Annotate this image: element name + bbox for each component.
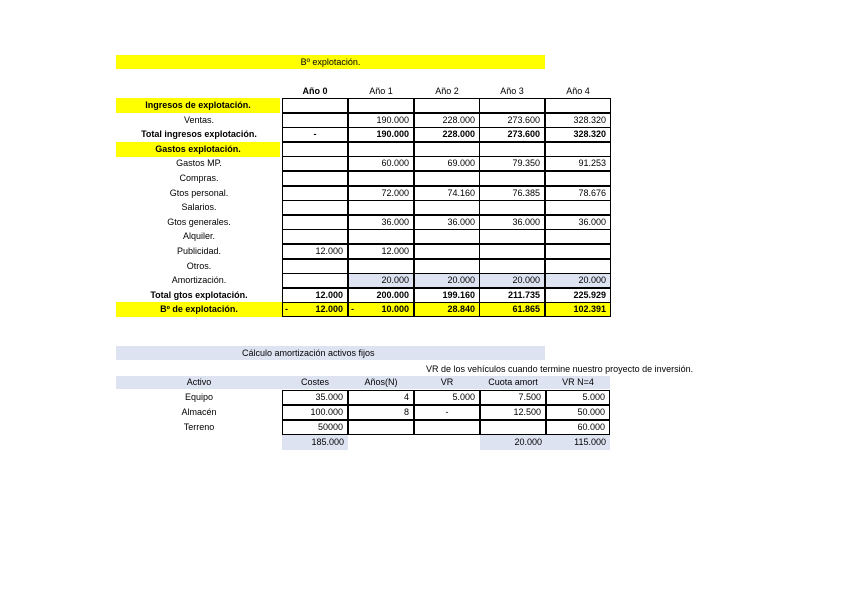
table-cell	[545, 200, 611, 215]
cell-value: 78.676	[578, 188, 606, 198]
cell-value: 190.000	[376, 115, 409, 125]
table-cell	[348, 142, 414, 157]
cell-value: 199.160	[442, 290, 475, 300]
amort-cell: 5.000	[414, 390, 480, 405]
table-cell	[282, 259, 348, 274]
row-label: Gastos explotación.	[116, 142, 280, 157]
table-cell	[414, 244, 480, 259]
table-cell	[479, 273, 545, 288]
year-header: Año 3	[500, 86, 524, 96]
table-cell	[545, 171, 611, 186]
table-cell	[414, 229, 480, 244]
table-cell	[479, 98, 545, 113]
table-cell	[282, 186, 348, 201]
amort-header: Años(N)	[348, 376, 414, 389]
year-header: Año 0	[302, 86, 328, 96]
cell-value: 12.000	[381, 246, 409, 256]
table-cell	[479, 302, 545, 317]
amort-cell: 60.000	[546, 420, 610, 435]
amort-header: Activo	[116, 376, 282, 389]
table-cell	[545, 98, 611, 113]
cell-value: 10.000	[381, 304, 409, 314]
row-label: Ventas.	[183, 115, 215, 125]
cell-value: 28.840	[447, 304, 475, 314]
amort-cell: 50.000	[546, 405, 610, 420]
table-cell	[545, 113, 611, 128]
table-cell	[282, 244, 348, 259]
table-cell	[414, 273, 480, 288]
negative-marker: -	[351, 304, 354, 314]
table-cell	[545, 186, 611, 201]
cell-value: 36.000	[447, 217, 475, 227]
table-cell	[414, 98, 480, 113]
year-header: Año 4	[566, 86, 590, 96]
table-cell	[348, 171, 414, 186]
table-cell	[545, 244, 611, 259]
table-cell	[545, 215, 611, 230]
cell-value: 72.000	[381, 188, 409, 198]
table-cell	[545, 127, 611, 142]
table-cell	[282, 113, 348, 128]
row-label: Compras.	[179, 173, 219, 183]
cell-value: 76.385	[512, 188, 540, 198]
cell-value: 20.000	[512, 275, 540, 285]
table-cell	[348, 113, 414, 128]
table-cell	[282, 215, 348, 230]
row-label: Otros.	[186, 261, 212, 271]
table-cell	[479, 215, 545, 230]
table-cell	[348, 127, 414, 142]
cell-value: 12.000	[315, 246, 343, 256]
row-label: Gtos generales.	[167, 217, 231, 227]
table-cell	[414, 288, 480, 303]
amort-header: Cuota amort	[480, 376, 546, 389]
table-cell	[545, 142, 611, 157]
cell-value: 328.320	[573, 129, 606, 139]
table-cell	[348, 156, 414, 171]
table-cell	[479, 156, 545, 171]
table-cell	[282, 98, 348, 113]
amort-cell: 8	[348, 405, 414, 420]
table-cell	[479, 127, 545, 142]
table-cell	[282, 288, 348, 303]
cell-value: 228.000	[442, 129, 475, 139]
amort-asset-label: Terreno	[183, 422, 215, 432]
cell-value: 69.000	[447, 158, 475, 168]
cell-value: 20.000	[447, 275, 475, 285]
row-label: Amortización.	[171, 275, 227, 285]
table-cell	[479, 259, 545, 274]
amort-header: VR	[414, 376, 480, 389]
amort-title: Cálculo amortización activos fijos	[116, 346, 545, 360]
table-cell	[479, 244, 545, 259]
table-cell	[545, 156, 611, 171]
cell-value: 12.000	[315, 304, 343, 314]
table-cell	[414, 302, 480, 317]
table-cell	[414, 156, 480, 171]
row-label: Alquiler.	[182, 231, 216, 241]
cell-value: 74.160	[447, 188, 475, 198]
table-cell	[282, 156, 348, 171]
amort-cell	[480, 420, 546, 435]
table-cell	[414, 186, 480, 201]
table-cell	[414, 215, 480, 230]
table-cell	[348, 273, 414, 288]
table-cell	[414, 127, 480, 142]
row-label: Bº de explotación.	[116, 302, 282, 317]
table-cell	[479, 186, 545, 201]
cell-value: 79.350	[512, 158, 540, 168]
amort-asset-label: Almacén	[181, 407, 217, 417]
table-cell	[479, 288, 545, 303]
amort-cell: 4	[348, 390, 414, 405]
amort-note: VR de los vehículos cuando termine nuestro proyecto de inversión.	[426, 364, 694, 374]
cell-value: 61.865	[512, 304, 540, 314]
cell-value: 200.000	[376, 290, 409, 300]
table-cell	[414, 200, 480, 215]
amort-cell	[414, 420, 480, 435]
row-label: Total ingresos explotación.	[141, 129, 257, 139]
table-cell	[348, 186, 414, 201]
negative-marker: -	[285, 304, 288, 314]
table-cell	[479, 113, 545, 128]
amort-cell: 35.000	[282, 390, 348, 405]
table-cell	[348, 229, 414, 244]
amort-cell: -	[414, 405, 480, 420]
table-cell	[414, 171, 480, 186]
amort-cell: 7.500	[480, 390, 546, 405]
table-cell	[414, 259, 480, 274]
table-cell	[282, 273, 348, 288]
table-cell	[282, 142, 348, 157]
page-title: Bº explotación.	[116, 55, 545, 69]
cell-value: 36.000	[578, 217, 606, 227]
year-header: Año 2	[435, 86, 459, 96]
amort-header: VR N=4	[546, 376, 610, 389]
cell-value: 225.929	[573, 290, 606, 300]
table-cell	[479, 142, 545, 157]
table-cell	[348, 215, 414, 230]
cell-value: 36.000	[512, 217, 540, 227]
table-cell	[545, 273, 611, 288]
amort-cell: 50000	[282, 420, 348, 435]
table-cell	[348, 98, 414, 113]
amort-cell: 12.500	[480, 405, 546, 420]
table-cell	[479, 229, 545, 244]
cell-value: 102.391	[573, 304, 606, 314]
table-cell	[545, 302, 611, 317]
row-label: Ingresos de explotación.	[116, 98, 280, 113]
amort-cell: 5.000	[546, 390, 610, 405]
cell-value: 228.000	[442, 115, 475, 125]
amort-total: 20.000	[480, 435, 546, 450]
table-cell	[348, 259, 414, 274]
cell-value: 12.000	[315, 290, 343, 300]
cell-value: 211.735	[507, 290, 540, 300]
table-cell	[282, 302, 348, 317]
table-cell	[282, 171, 348, 186]
amort-cell: 100.000	[282, 405, 348, 420]
cell-value: 20.000	[381, 275, 409, 285]
cell-value: 190.000	[376, 129, 409, 139]
row-label: Total gtos explotación.	[150, 290, 248, 300]
cell-value: -	[313, 129, 317, 139]
amort-header: Costes	[282, 376, 348, 389]
table-cell	[348, 244, 414, 259]
row-label: Gastos MP.	[176, 158, 222, 168]
cell-value: 36.000	[381, 217, 409, 227]
cell-value: 60.000	[381, 158, 409, 168]
table-cell	[282, 229, 348, 244]
cell-value: 20.000	[578, 275, 606, 285]
amort-cell	[348, 420, 414, 435]
table-cell	[545, 229, 611, 244]
table-cell	[545, 288, 611, 303]
cell-value: 273.600	[507, 129, 540, 139]
amort-total: 185.000	[282, 435, 348, 450]
row-label: Gtos personal.	[169, 188, 229, 198]
table-cell	[479, 171, 545, 186]
table-cell	[348, 200, 414, 215]
cell-value: 91.253	[578, 158, 606, 168]
row-label: Salarios.	[181, 202, 217, 212]
table-cell	[282, 200, 348, 215]
table-cell	[348, 288, 414, 303]
table-cell	[282, 127, 348, 142]
cell-value: 273.600	[507, 115, 540, 125]
table-cell	[414, 113, 480, 128]
table-cell	[348, 302, 414, 317]
row-label: Publicidad.	[176, 246, 222, 256]
cell-value: 328.320	[573, 115, 606, 125]
table-cell	[479, 200, 545, 215]
amort-asset-label: Equipo	[184, 392, 214, 402]
year-header: Año 1	[369, 86, 393, 96]
table-cell	[545, 259, 611, 274]
table-cell	[414, 142, 480, 157]
amort-total: 115.000	[546, 435, 610, 450]
